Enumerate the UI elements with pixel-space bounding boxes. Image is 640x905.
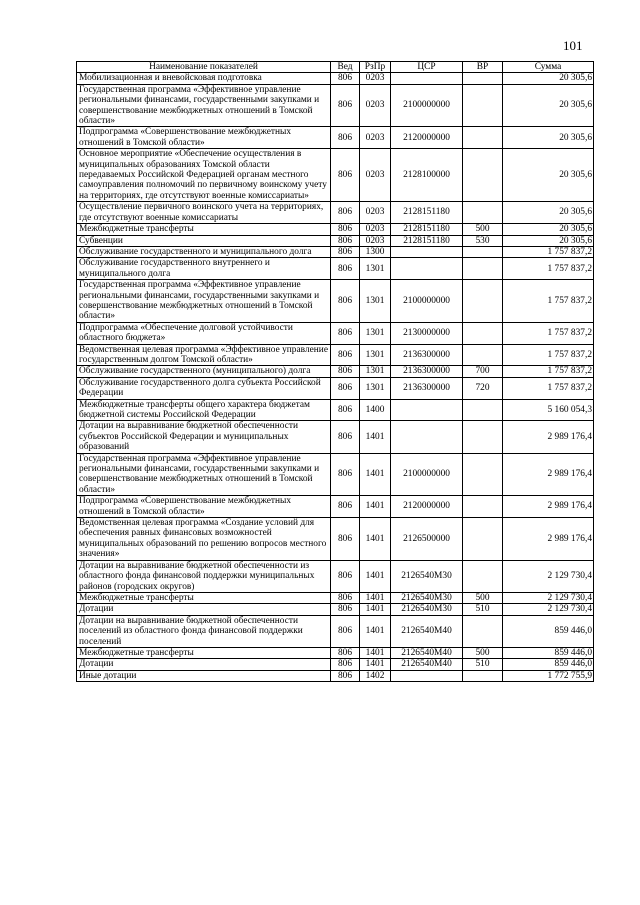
row-name-cell: Межбюджетные трансферты	[77, 224, 331, 235]
row-name-cell: Ведомственная целевая программа «Создание условий для обеспечения равных финансовых возможностей муниципальных образований по решению вопросов местного значения»	[77, 518, 331, 561]
row-name-cell: Подпрограмма «Совершенствование межбюджетных отношений в Томской области»	[77, 127, 331, 149]
row-vr-cell	[463, 399, 503, 421]
row-csr-cell: 2128151180	[391, 224, 463, 235]
row-name-cell: Подпрограмма «Совершенствование межбюджетных отношений в Томской области»	[77, 496, 331, 518]
row-name-cell: Субвенции	[77, 235, 331, 246]
row-ved-cell: 806	[331, 496, 360, 518]
row-sum-cell: 20 305,6	[503, 127, 594, 149]
table-row	[77, 496, 594, 518]
row-ved-cell: 806	[331, 615, 360, 647]
row-sum-cell: 1 757 837,2	[503, 246, 594, 257]
row-name-cell: Ведомственная целевая программа «Эффективное управление государственным долгом Томской области»	[77, 344, 331, 366]
row-name-cell: Подпрограмма «Обеспечение долговой устойчивости областного бюджета»	[77, 322, 331, 344]
row-ved-cell: 806	[331, 604, 360, 615]
row-rzpr-cell: 1401	[360, 604, 391, 615]
table-row	[77, 670, 594, 681]
row-rzpr-cell: 1401	[360, 421, 391, 453]
row-csr-cell: 2126540М40	[391, 647, 463, 658]
row-csr-cell	[391, 421, 463, 453]
column-header-name: Наименование показателей	[77, 62, 331, 73]
row-vr-cell	[463, 246, 503, 257]
row-rzpr-cell: 1400	[360, 399, 391, 421]
row-name-cell: Межбюджетные трансферты	[77, 592, 331, 603]
row-rzpr-cell: 1401	[360, 518, 391, 561]
row-rzpr-cell: 1300	[360, 246, 391, 257]
row-name-cell: Обслуживание государственного внутреннего и муниципального долга	[77, 258, 331, 280]
column-header-csr: ЦСР	[391, 62, 463, 73]
row-ved-cell: 806	[331, 246, 360, 257]
row-rzpr-cell: 0203	[360, 84, 391, 127]
table-row	[77, 366, 594, 377]
row-name-cell: Межбюджетные трансферты общего характера бюджетам бюджетной системы Российской Федерации	[77, 399, 331, 421]
row-name-cell: Дотации	[77, 604, 331, 615]
table-header	[77, 62, 594, 73]
column-header-vr: ВР	[463, 62, 503, 73]
row-csr-cell: 2128100000	[391, 149, 463, 202]
row-sum-cell: 1 772 755,9	[503, 670, 594, 681]
row-vr-cell	[463, 202, 503, 224]
row-csr-cell: 2120000000	[391, 496, 463, 518]
row-csr-cell	[391, 73, 463, 84]
row-sum-cell: 2 129 730,4	[503, 604, 594, 615]
row-vr-cell	[463, 615, 503, 647]
row-sum-cell: 20 305,6	[503, 84, 594, 127]
row-ved-cell: 806	[331, 377, 360, 399]
table-row	[77, 399, 594, 421]
row-rzpr-cell: 0203	[360, 224, 391, 235]
row-name-cell: Дотации	[77, 659, 331, 670]
row-csr-cell	[391, 246, 463, 257]
row-name-cell: Обслуживание государственного долга субъекта Российской Федерации	[77, 377, 331, 399]
table-row	[77, 258, 594, 280]
row-vr-cell	[463, 258, 503, 280]
row-ved-cell: 806	[331, 366, 360, 377]
row-name-cell: Иные дотации	[77, 670, 331, 681]
row-ved-cell: 806	[331, 560, 360, 592]
column-header-rzpr: РзПр	[360, 62, 391, 73]
row-sum-cell: 20 305,6	[503, 73, 594, 84]
row-sum-cell: 859 446,0	[503, 615, 594, 647]
table-row	[77, 560, 594, 592]
row-rzpr-cell: 1301	[360, 258, 391, 280]
row-vr-cell	[463, 127, 503, 149]
row-csr-cell: 2126540М40	[391, 659, 463, 670]
row-sum-cell: 2 129 730,4	[503, 560, 594, 592]
row-rzpr-cell: 1401	[360, 496, 391, 518]
table-row	[77, 280, 594, 323]
row-vr-cell	[463, 84, 503, 127]
row-vr-cell	[463, 322, 503, 344]
row-sum-cell: 1 757 837,2	[503, 280, 594, 323]
table-row	[77, 659, 594, 670]
row-ved-cell: 806	[331, 518, 360, 561]
row-sum-cell: 2 989 176,4	[503, 421, 594, 453]
row-sum-cell: 859 446,0	[503, 647, 594, 658]
row-vr-cell	[463, 518, 503, 561]
row-name-cell: Дотации на выравнивание бюджетной обеспеченности из областного фонда финансовой поддержки муниципальных районов (городских округов)	[77, 560, 331, 592]
row-csr-cell: 2100000000	[391, 280, 463, 323]
row-ved-cell: 806	[331, 202, 360, 224]
row-sum-cell: 2 989 176,4	[503, 453, 594, 496]
row-rzpr-cell: 1401	[360, 453, 391, 496]
column-header-ved: Вед	[331, 62, 360, 73]
row-ved-cell: 806	[331, 647, 360, 658]
row-csr-cell	[391, 258, 463, 280]
row-name-cell: Государственная программа «Эффективное управление региональными финансами, государственными закупками и совершенствование межбюджетных отношений в Томской области»	[77, 280, 331, 323]
row-sum-cell: 1 757 837,2	[503, 377, 594, 399]
table-row	[77, 322, 594, 344]
row-rzpr-cell: 1401	[360, 560, 391, 592]
row-csr-cell: 2128151180	[391, 235, 463, 246]
row-sum-cell: 2 129 730,4	[503, 592, 594, 603]
table-row	[77, 235, 594, 246]
row-ved-cell: 806	[331, 127, 360, 149]
row-csr-cell: 2136300000	[391, 377, 463, 399]
row-csr-cell: 2126540М30	[391, 560, 463, 592]
row-ved-cell: 806	[331, 399, 360, 421]
row-csr-cell: 2100000000	[391, 453, 463, 496]
row-sum-cell: 2 989 176,4	[503, 496, 594, 518]
row-vr-cell	[463, 670, 503, 681]
row-vr-cell	[463, 344, 503, 366]
row-name-cell: Обслуживание государственного (муниципального) долга	[77, 366, 331, 377]
table-row	[77, 377, 594, 399]
table-row	[77, 73, 594, 84]
row-ved-cell: 806	[331, 73, 360, 84]
row-name-cell: Мобилизационная и вневойсковая подготовка	[77, 73, 331, 84]
row-csr-cell	[391, 399, 463, 421]
column-header-sum: Сумма	[503, 62, 594, 73]
row-csr-cell: 2130000000	[391, 322, 463, 344]
row-vr-cell: 500	[463, 592, 503, 603]
table-row	[77, 344, 594, 366]
row-sum-cell: 20 305,6	[503, 235, 594, 246]
row-name-cell: Осуществление первичного воинского учета на территориях, где отсутствуют военные комиссариаты	[77, 202, 331, 224]
row-rzpr-cell: 0203	[360, 202, 391, 224]
row-vr-cell	[463, 73, 503, 84]
row-ved-cell: 806	[331, 453, 360, 496]
page-number: 101	[563, 38, 583, 53]
row-ved-cell: 806	[331, 659, 360, 670]
row-ved-cell: 806	[331, 258, 360, 280]
row-csr-cell	[391, 670, 463, 681]
row-vr-cell	[463, 496, 503, 518]
row-vr-cell: 720	[463, 377, 503, 399]
row-ved-cell: 806	[331, 224, 360, 235]
header-row	[77, 62, 594, 73]
row-vr-cell: 510	[463, 659, 503, 670]
row-vr-cell	[463, 280, 503, 323]
row-rzpr-cell: 1301	[360, 344, 391, 366]
row-csr-cell: 2128151180	[391, 202, 463, 224]
row-rzpr-cell: 1301	[360, 377, 391, 399]
row-name-cell: Межбюджетные трансферты	[77, 647, 331, 658]
table-row	[77, 127, 594, 149]
row-rzpr-cell: 1301	[360, 322, 391, 344]
row-name-cell: Обслуживание государственного и муниципального долга	[77, 246, 331, 257]
row-vr-cell: 530	[463, 235, 503, 246]
table-row	[77, 604, 594, 615]
row-ved-cell: 806	[331, 235, 360, 246]
table-row	[77, 84, 594, 127]
row-sum-cell: 20 305,6	[503, 224, 594, 235]
row-vr-cell: 500	[463, 224, 503, 235]
row-ved-cell: 806	[331, 149, 360, 202]
table-row	[77, 615, 594, 647]
row-sum-cell: 1 757 837,2	[503, 344, 594, 366]
row-rzpr-cell: 1401	[360, 615, 391, 647]
row-ved-cell: 806	[331, 592, 360, 603]
row-name-cell: Государственная программа «Эффективное управление региональными финансами, государственными закупками и совершенствование межбюджетных отношений в Томской области»	[77, 84, 331, 127]
table-row	[77, 647, 594, 658]
row-rzpr-cell: 0203	[360, 235, 391, 246]
budget-table	[76, 61, 594, 682]
row-ved-cell: 806	[331, 421, 360, 453]
row-vr-cell	[463, 149, 503, 202]
row-csr-cell: 2120000000	[391, 127, 463, 149]
row-csr-cell: 2126540М30	[391, 592, 463, 603]
row-name-cell: Дотации на выравнивание бюджетной обеспеченности поселений из областного фонда финансовой поддержки поселений	[77, 615, 331, 647]
table-row	[77, 149, 594, 202]
row-sum-cell: 859 446,0	[503, 659, 594, 670]
row-rzpr-cell: 0203	[360, 149, 391, 202]
row-name-cell: Дотации на выравнивание бюджетной обеспеченности субъектов Российской Федерации и муниципальных образований	[77, 421, 331, 453]
table-row	[77, 453, 594, 496]
row-vr-cell: 700	[463, 366, 503, 377]
row-rzpr-cell: 1401	[360, 647, 391, 658]
table-row	[77, 202, 594, 224]
row-sum-cell: 1 757 837,2	[503, 322, 594, 344]
row-sum-cell: 1 757 837,2	[503, 366, 594, 377]
row-rzpr-cell: 1301	[360, 280, 391, 323]
row-rzpr-cell: 0203	[360, 127, 391, 149]
row-ved-cell: 806	[331, 322, 360, 344]
table-body	[77, 73, 594, 682]
row-vr-cell	[463, 453, 503, 496]
row-csr-cell: 2126500000	[391, 518, 463, 561]
row-sum-cell: 5 160 054,3	[503, 399, 594, 421]
row-vr-cell	[463, 560, 503, 592]
row-csr-cell: 2100000000	[391, 84, 463, 127]
row-name-cell: Государственная программа «Эффективное управление региональными финансами, государственными закупками и совершенствование межбюджетных отношений в Томской области»	[77, 453, 331, 496]
row-vr-cell	[463, 421, 503, 453]
table-row	[77, 518, 594, 561]
row-ved-cell: 806	[331, 344, 360, 366]
row-name-cell: Основное мероприятие «Обеспечение осуществления в муниципальных образованиях Томской области передаваемых Российской Федерацией органам местного самоуправления полномочий по первичному воинскому учету на территориях, где отсутствуют военные комиссариаты»	[77, 149, 331, 202]
row-ved-cell: 806	[331, 670, 360, 681]
row-rzpr-cell: 1401	[360, 592, 391, 603]
row-rzpr-cell: 1401	[360, 659, 391, 670]
table-row	[77, 421, 594, 453]
row-csr-cell: 2126540М30	[391, 604, 463, 615]
row-rzpr-cell: 0203	[360, 73, 391, 84]
row-rzpr-cell: 1402	[360, 670, 391, 681]
row-sum-cell: 1 757 837,2	[503, 258, 594, 280]
row-ved-cell: 806	[331, 84, 360, 127]
table-row	[77, 224, 594, 235]
row-ved-cell: 806	[331, 280, 360, 323]
row-csr-cell: 2126540М40	[391, 615, 463, 647]
table-row	[77, 592, 594, 603]
row-sum-cell: 20 305,6	[503, 202, 594, 224]
row-vr-cell: 500	[463, 647, 503, 658]
table-row	[77, 246, 594, 257]
row-sum-cell: 2 989 176,4	[503, 518, 594, 561]
row-sum-cell: 20 305,6	[503, 149, 594, 202]
row-rzpr-cell: 1301	[360, 366, 391, 377]
row-csr-cell: 2136300000	[391, 344, 463, 366]
row-vr-cell: 510	[463, 604, 503, 615]
row-csr-cell: 2136300000	[391, 366, 463, 377]
